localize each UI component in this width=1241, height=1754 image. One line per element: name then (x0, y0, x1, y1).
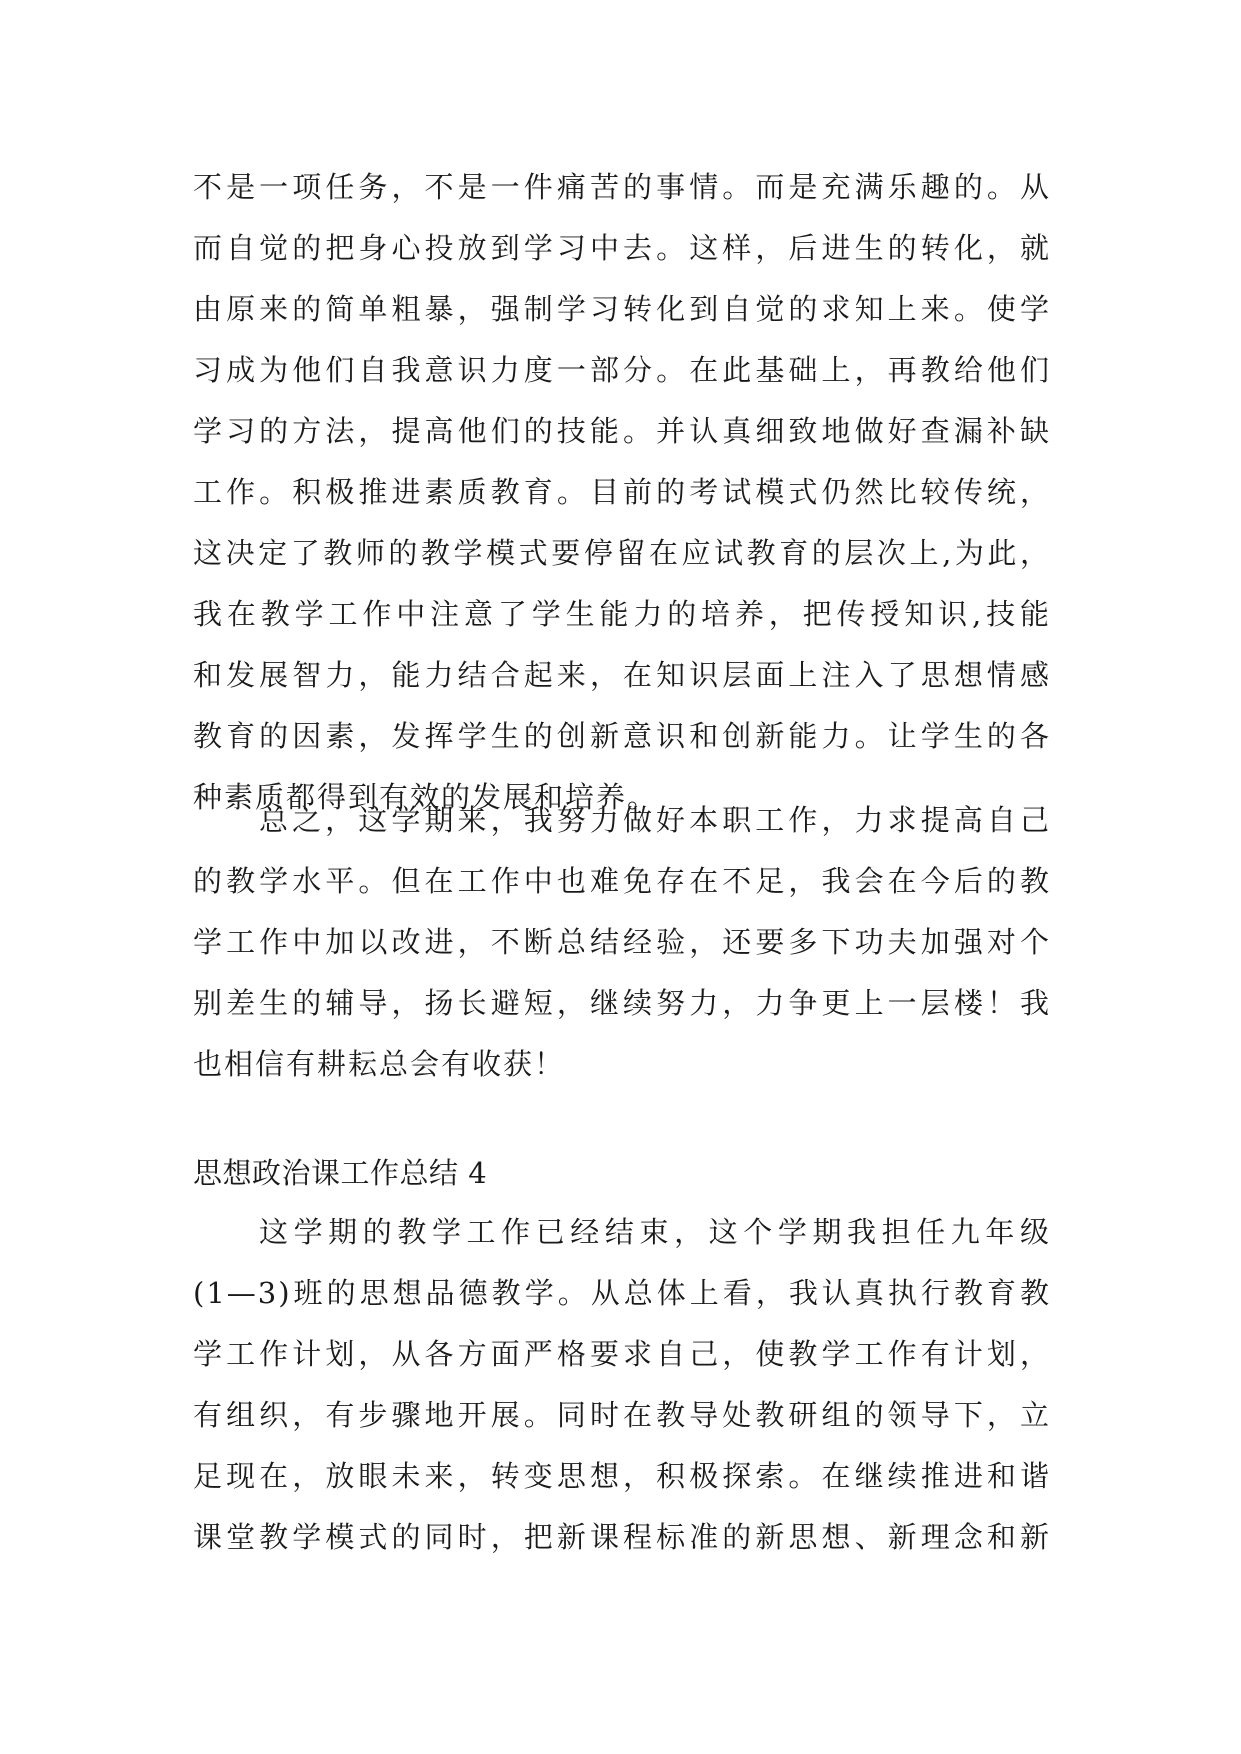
text-line-indented: 总之，这学期来，我努力做好本职工作，力求提高自己 (259, 803, 1051, 837)
text-line: 工作。积极推进素质教育。目前的考试模式仍然比较传统， (193, 475, 1051, 509)
text-line: 足现在，放眼未来，转变思想，积极探索。在继续推进和谐 (193, 1459, 1051, 1493)
text-line: 种素质都得到有效的发展和培养。 (193, 780, 659, 814)
text-line-indented: 这学期的教学工作已经结束，这个学期我担任九年级 (259, 1215, 1051, 1249)
text-line: 别差生的辅导，扬长避短，继续努力，力争更上一层楼！我 (193, 986, 1051, 1020)
paragraph-continued (193, 157, 1051, 828)
text-line: 课堂教学模式的同时，把新课程标准的新思想、新理念和新 (193, 1520, 1051, 1554)
text-line: 我在教学工作中注意了学生能力的培养，把传授知识,技能 (193, 597, 1051, 631)
paragraph-conclusion (193, 790, 1051, 1095)
text-line: 学工作中加以改进，不断总结经验，还要多下功夫加强对个 (193, 925, 1051, 959)
text-line: (1—3)班的思想品德教学。从总体上看，我认真执行教育教 (193, 1276, 1051, 1310)
text-line: 也相信有耕耘总会有收获！ (193, 1047, 566, 1081)
paragraph-section4 (193, 1202, 1051, 1568)
text-line: 不是一项任务，不是一件痛苦的事情。而是充满乐趣的。从 (193, 170, 1051, 204)
text-line: 习成为他们自我意识力度一部分。在此基础上，再教给他们 (193, 353, 1051, 387)
text-line: 学工作计划，从各方面严格要求自己，使教学工作有计划， (193, 1337, 1051, 1371)
section-heading: 思想政治课工作总结 4 (193, 1156, 488, 1190)
text-line: 和发展智力，能力结合起来，在知识层面上注入了思想情感 (193, 658, 1051, 692)
text-line: 学习的方法，提高他们的技能。并认真细致地做好查漏补缺 (193, 414, 1051, 448)
text-line: 教育的因素，发挥学生的创新意识和创新能力。让学生的各 (193, 719, 1051, 753)
text-line: 由原来的简单粗暴，强制学习转化到自觉的求知上来。使学 (193, 292, 1051, 326)
text-line: 的教学水平。但在工作中也难免存在不足，我会在今后的教 (193, 864, 1051, 898)
text-line: 而自觉的把身心投放到学习中去。这样，后进生的转化，就 (193, 231, 1051, 265)
text-line: 这决定了教师的教学模式要停留在应试教育的层次上,为此， (193, 536, 1051, 570)
text-line: 有组织，有步骤地开展。同时在教导处教研组的领导下，立 (193, 1398, 1051, 1432)
